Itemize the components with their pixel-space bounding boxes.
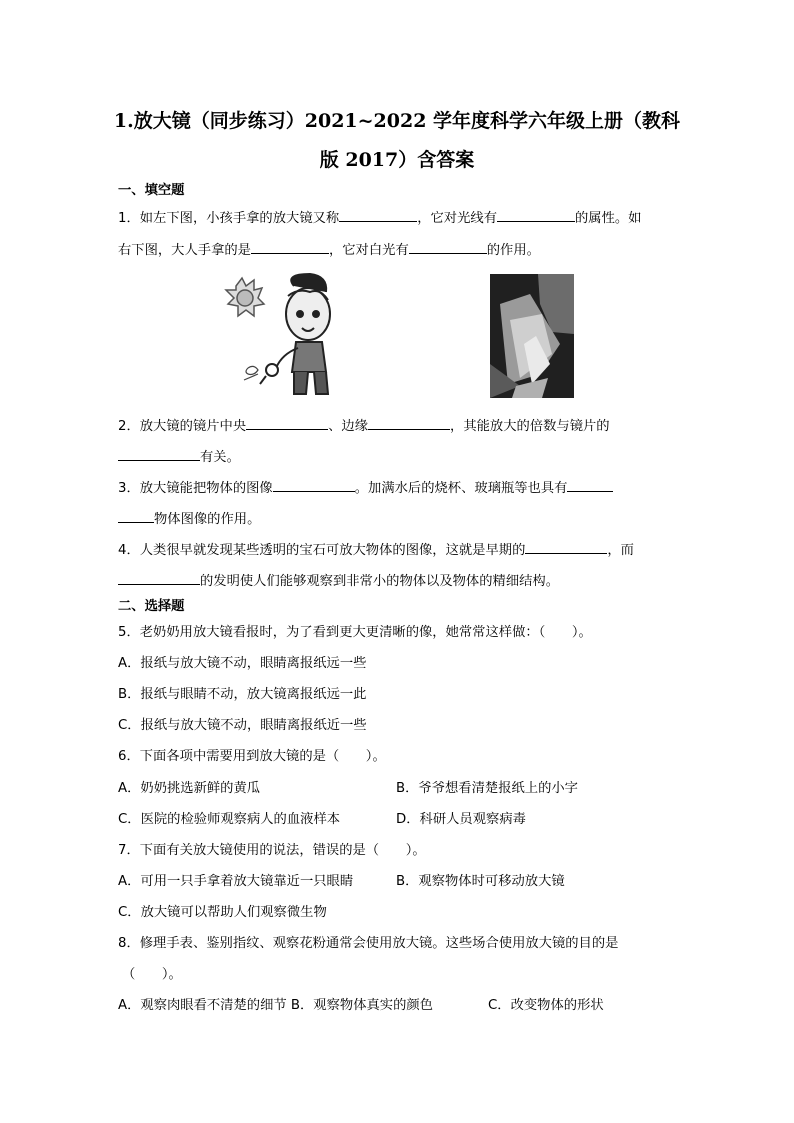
question-2-line2 [118,447,240,467]
q3-blank-1[interactable] [273,478,355,492]
q2-text-a: 2．放大镜的镜片中央 [118,419,247,434]
q2-blank-2[interactable] [368,416,450,430]
q4-blank-2[interactable] [118,571,200,585]
q3-text-a: 3．放大镜能把物体的图像 [118,481,273,496]
question-4-line2 [118,571,559,591]
section-heading-fill-blank: 一、填空题 [118,183,185,198]
q8-option-a-b[interactable]: A．观察肉眼看不清楚的细节 B．观察物体真实的颜色 [118,998,433,1013]
question-4-line1 [118,540,634,560]
q7-option-c[interactable]: C．放大镜可以帮助人们观察微生物 [118,905,327,920]
question-5-stem: 5．老奶奶用放大镜看报时，为了看到更大更清晰的像，她常常这样做：（ ）。 [118,625,592,640]
question-8-stem: 8．修理手表、鉴别指纹、观察花粉通常会使用放大镜。这些场合使用放大镜的目的是 [118,936,619,951]
q3-blank-2b[interactable] [118,509,154,523]
q3-text-c: 物体图像的作用。 [154,512,261,527]
q1-blank-3[interactable] [251,240,329,254]
q5-option-b[interactable]: B．报纸与眼睛不动，放大镜离报纸远一此 [118,687,367,702]
q2-blank-3[interactable] [118,447,200,461]
q2-blank-1[interactable] [246,416,328,430]
q1-blank-1[interactable] [339,208,417,222]
q1-text-f: 的作用。 [486,243,540,258]
q6-option-a[interactable]: A．奶奶挑选新鲜的黄瓜 [118,781,261,796]
q3-blank-2a[interactable] [567,478,613,492]
question-3-line1 [118,478,613,498]
q6-option-c[interactable]: C．医院的检验师观察病人的血液样本 [118,812,341,827]
q3-text-b: 。加满水后的烧杯、玻璃瓶等也具有 [354,481,568,496]
q2-text-c: ，其能放大的倍数与镜片的 [450,419,610,434]
q4-text-b: ，而 [607,543,634,558]
q1-text-e: ，它对白光有 [328,243,409,258]
prism-in-hand-photo [490,274,574,398]
boy-with-magnifier-illustration [218,272,348,400]
q4-blank-1[interactable] [525,540,607,554]
question-8-paren: （ ）。 [122,967,182,982]
q7-option-b[interactable]: B．观察物体时可移动放大镜 [396,874,565,889]
question-6-stem: 6．下面各项中需要用到放大镜的是（ ）。 [118,749,386,764]
q1-text-d: 右下图，大人手拿的是 [118,243,251,258]
q1-blank-4[interactable] [409,240,487,254]
q4-text-c: 的发明使人们能够观察到非常小的物体以及物体的精细结构。 [200,574,560,589]
q1-text-b: ，它对光线有 [417,211,497,226]
document-title-line2: 版 2017）含答案 [319,149,475,171]
section-heading-choice: 二、选择题 [118,599,185,614]
q5-option-c[interactable]: C．报纸与放大镜不动，眼睛离报纸近一些 [118,718,367,733]
q2-text-d: 有关。 [200,450,240,465]
q1-blank-2[interactable] [497,208,575,222]
q6-option-d[interactable]: D．科研人员观察病毒 [396,812,526,827]
question-2-line1 [118,416,610,436]
q7-option-a[interactable]: A．可用一只手拿着放大镜靠近一只眼睛 [118,874,354,889]
q6-option-b[interactable]: B．爷爷想看清楚报纸上的小字 [396,781,578,796]
q8-option-c[interactable]: C．改变物体的形状 [488,998,604,1013]
q4-text-a: 4．人类很早就发现某些透明的宝石可放大物体的图像，这就是早期的 [118,543,526,558]
question-1-line1 [118,208,641,228]
q5-option-a[interactable]: A．报纸与放大镜不动，眼睛离报纸远一些 [118,656,367,671]
question-1-line2 [118,240,540,260]
document-title-line1: 1.放大镜（同步练习）2021~2022 学年度科学六年级上册（教科 [113,110,681,132]
question-3-line2 [118,509,260,529]
q1-text-c: 的属性。如 [575,211,642,226]
question-7-stem: 7．下面有关放大镜使用的说法，错误的是（ ）。 [118,843,426,858]
q1-text-a: 1．如左下图，小孩手拿的放大镜又称 [118,211,340,226]
q2-text-b: 、边缘 [328,419,369,434]
